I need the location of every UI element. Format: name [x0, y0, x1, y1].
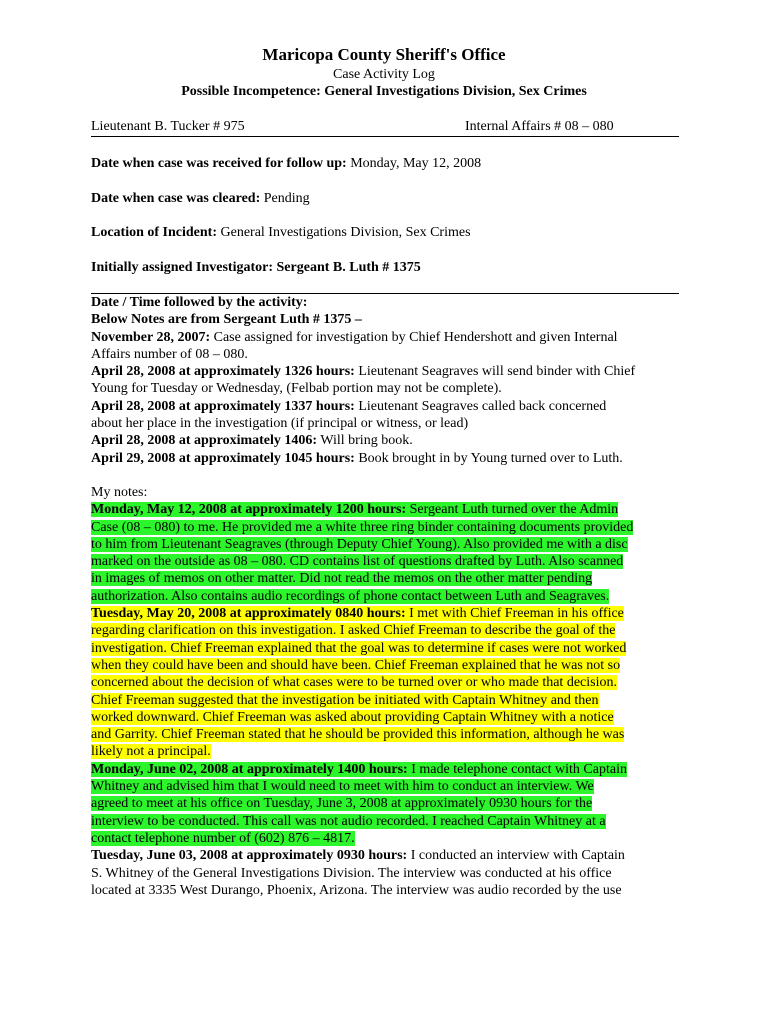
entry-line — [91, 778, 679, 795]
entry-line — [91, 415, 679, 432]
entry-line — [91, 605, 679, 622]
entry-line — [91, 501, 679, 518]
entry-line — [91, 743, 679, 760]
entry-line — [91, 813, 679, 830]
cleared-field — [91, 190, 310, 208]
entry-text: authorization. Also contains audio recordings of phone contact between Luth and Seagraves. — [91, 588, 610, 604]
log-entry — [91, 847, 679, 899]
entry-line — [91, 674, 679, 691]
entry-line — [91, 519, 679, 536]
entry-text: I conducted an interview with Captain — [407, 848, 625, 864]
entry-line — [91, 640, 679, 657]
log-entry — [91, 501, 679, 605]
entry-text: regarding clarification on this investigation. I asked Chief Freeman to describe the goal of the — [91, 623, 616, 639]
cleared-value: Pending — [260, 191, 310, 206]
entry-text: Affairs number of 08 – 080. — [91, 346, 248, 362]
entry-line — [91, 847, 679, 864]
location-field — [91, 224, 471, 242]
log-entry — [91, 605, 679, 761]
entry-line — [91, 363, 679, 380]
entry-text: Book brought in by Young turned over to Luth. — [354, 450, 623, 466]
location-label: Location of Incident: — [91, 225, 217, 240]
id-row — [91, 118, 679, 137]
document-header — [0, 44, 768, 100]
entry-line — [91, 553, 679, 570]
entry-text: worked downward. Chief Freeman was asked about providing Captain Whitney with a notice — [91, 709, 614, 725]
entry-text: Case (08 – 080) to me. He provided me a white three ring binder containing documents provided — [91, 519, 634, 535]
entry-line — [91, 570, 679, 587]
entry-date: Monday, May 12, 2008 at approximately 1200 hours: — [91, 502, 407, 518]
log-entry — [91, 432, 679, 449]
entry-line — [91, 726, 679, 743]
entry-text: in images of memos on other matter. Did not read the memos on the other matter pending — [91, 571, 593, 587]
entry-text: interview to be conducted. This call was not audio recorded. I reached Captain Whitney at a — [91, 813, 606, 829]
luth-notes-heading: Below Notes are from Sergeant Luth # 1375 – — [91, 312, 362, 328]
assigned-field — [91, 259, 421, 277]
entry-text: likely not a principal. — [91, 744, 211, 760]
entry-line — [91, 380, 679, 397]
entry-line — [91, 882, 679, 899]
entry-text: agreed to meet at his office on Tuesday, June 3, 2008 at approximately 0930 hours for the — [91, 796, 593, 812]
entry-date: April 29, 2008 at approximately 1045 hours: — [91, 450, 355, 466]
log-title: Case Activity Log — [333, 67, 435, 82]
spacer — [91, 467, 679, 484]
entry-date: April 28, 2008 at approximately 1406: — [91, 433, 318, 449]
log-entry — [91, 329, 679, 364]
received-value: Monday, May 12, 2008 — [346, 156, 482, 171]
cleared-label: Date when case was cleared: — [91, 191, 261, 206]
entry-text: I met with Chief Freeman in his office — [405, 606, 624, 622]
entry-line — [91, 450, 679, 467]
entry-text: investigation. Chief Freeman explained that the goal was to determine if cases were not worked — [91, 640, 627, 656]
entry-date: November 28, 2007: — [91, 329, 211, 345]
entry-line — [91, 398, 679, 415]
entry-text: I made telephone contact with Captain — [407, 761, 627, 777]
case-subject: Possible Incompetence: General Investigations Division, Sex Crimes — [181, 84, 587, 99]
location-value: General Investigations Division, Sex Crimes — [217, 225, 471, 240]
entry-text: Chief Freeman suggested that the investigation be initiated with Captain Whitney and then — [91, 692, 599, 708]
lieutenant-id: Lieutenant B. Tucker # 975 — [91, 119, 245, 134]
entry-line — [91, 795, 679, 812]
entry-date: Monday, June 02, 2008 at approximately 1400 hours: — [91, 761, 408, 777]
entry-line — [91, 830, 679, 847]
entry-line — [91, 432, 679, 449]
log-entry — [91, 363, 679, 398]
luth-entries — [91, 329, 679, 467]
entry-text: to him from Lieutenant Seagraves (through Deputy Chief Young). Also provided me with a disc — [91, 536, 628, 552]
received-field — [91, 155, 481, 173]
log-entry — [91, 761, 679, 847]
entry-text: S. Whitney of the General Investigations Division. The interview was conducted at his office — [91, 865, 612, 881]
entry-text: and Garrity. Chief Freeman stated that he should be provided this information, although he was — [91, 727, 625, 743]
entry-date: April 28, 2008 at approximately 1326 hours: — [91, 364, 355, 380]
entry-line — [91, 329, 679, 346]
received-label: Date when case was received for follow up: — [91, 156, 347, 171]
entry-date: Tuesday, June 03, 2008 at approximately 0930 hours: — [91, 848, 408, 864]
log-entry — [91, 450, 679, 467]
entry-line — [91, 346, 679, 363]
entry-text: when they could have been and should have been. Chief Freeman explained that he was not so — [91, 657, 621, 673]
entry-text: Sergeant Luth turned over the Admin — [406, 502, 619, 518]
entry-text: marked on the outside as 08 – 080. CD contains list of questions drafted by Luth. Also scanned — [91, 554, 624, 570]
entry-text: Case assigned for investigation by Chief Hendershott and given Internal — [210, 329, 618, 345]
activity-log — [91, 294, 679, 899]
entry-date: Tuesday, May 20, 2008 at approximately 0840 hours: — [91, 606, 406, 622]
entry-text: concerned about the decision of what cases were to be turned over or who made that decision. — [91, 675, 617, 691]
entry-text: Lieutenant Seagraves will send binder with Chief — [354, 364, 636, 380]
office-title: Maricopa County Sheriff's Office — [262, 45, 506, 64]
entry-line — [91, 622, 679, 639]
entry-line — [91, 588, 679, 605]
entry-text: contact telephone number of (602) 876 – 4817. — [91, 830, 355, 846]
entry-line — [91, 761, 679, 778]
entry-text: Lieutenant Seagraves called back concerned — [354, 398, 607, 414]
entry-line — [91, 536, 679, 553]
entry-line — [91, 692, 679, 709]
entry-date: April 28, 2008 at approximately 1337 hours: — [91, 398, 355, 414]
my-notes-label: My notes: — [91, 484, 148, 500]
entry-line — [91, 709, 679, 726]
log-entry — [91, 398, 679, 433]
entry-text: Whitney and advised him that I would need to meet with him to conduct an interview. We — [91, 779, 594, 795]
internal-affairs-number: Internal Affairs # 08 – 080 — [465, 119, 614, 134]
entry-line — [91, 865, 679, 882]
entry-text: about her place in the investigation (if principal or witness, or lead) — [91, 416, 469, 432]
entry-text: Young for Tuesday or Wednesday, (Felbab portion may not be complete). — [91, 381, 502, 397]
entry-text: located at 3335 West Durango, Phoenix, Arizona. The interview was audio recorded by the use — [91, 882, 622, 898]
assigned-investigator: Initially assigned Investigator: Sergeant B. Luth # 1375 — [91, 260, 421, 275]
entry-line — [91, 657, 679, 674]
my-entries — [91, 501, 679, 899]
activity-heading: Date / Time followed by the activity: — [91, 295, 308, 310]
entry-text: Will bring book. — [317, 433, 413, 449]
